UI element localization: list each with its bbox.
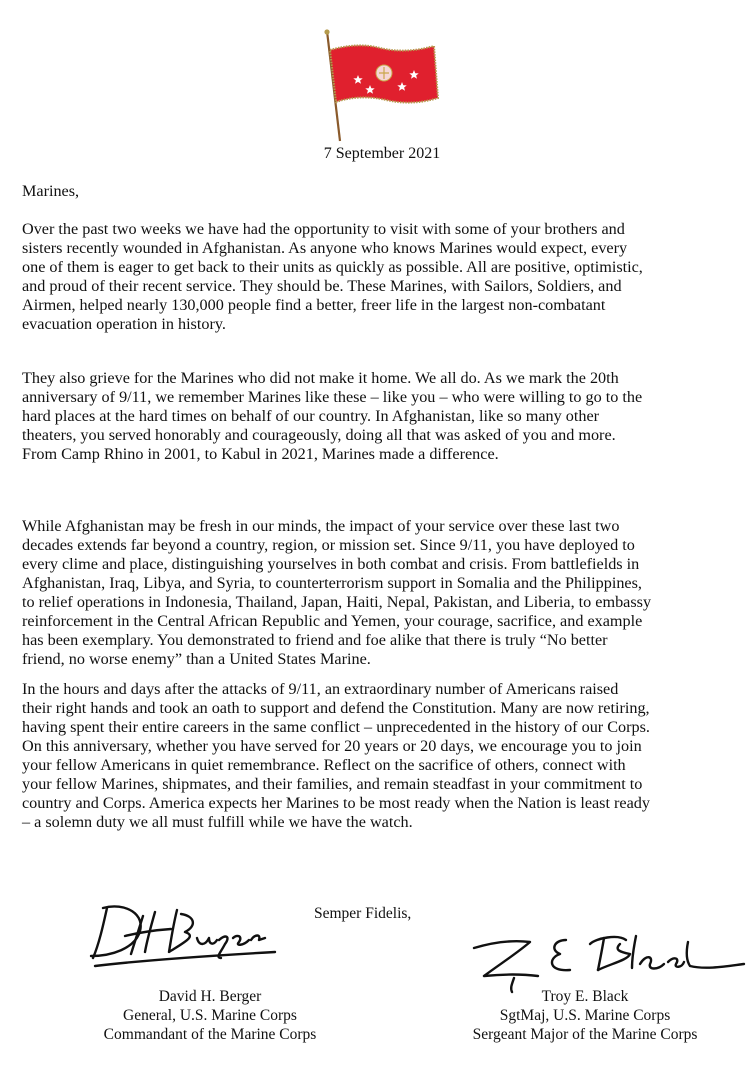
paragraph-line: reinforcement in the Central African Republic and Yemen, your courage, sacrifice, and example	[22, 612, 643, 630]
signer-black	[425, 987, 745, 1044]
paragraph-line: every clime and place, distinguishing yourselves in both combat and crisis. From battlefields in	[22, 555, 640, 573]
paragraph-line: From Camp Rhino in 2001, to Kabul in 2021, Marines made a difference.	[22, 445, 499, 463]
paragraph-line: anniversary of 9/11, we remember Marines like these – like you – who were willing to go to the	[22, 388, 643, 406]
signer-title: Commandant of the Marine Corps	[103, 1026, 317, 1043]
paragraph-line: Afghanistan, Iraq, Libya, and Syria, to counterterrorism support in Somalia and the Philippines,	[22, 574, 642, 592]
paragraph-line: to relief operations in Indonesia, Thailand, Japan, Haiti, Nepal, Pakistan, and Liberia, to embassy	[22, 593, 652, 611]
paragraph-line: While Afghanistan may be fresh in our minds, the impact of your service over these last two	[22, 517, 620, 535]
paragraph-line: Airmen, helped nearly 130,000 people find a better, freer life in the largest non-combatant	[22, 296, 606, 314]
signer-berger	[45, 987, 375, 1044]
paragraph-line: They also grieve for the Marines who did not make it home. We all do. As we mark the 20th	[22, 369, 619, 387]
paragraph-line: has been exemplary. You demonstrated to friend and foe alike that there is truly “No better	[22, 631, 608, 649]
paragraph-line: having spent their entire careers in the same conflict – unprecedented in the history of our Corps.	[22, 718, 650, 736]
signer-rank: General, U.S. Marine Corps	[123, 1007, 297, 1024]
paragraph-line: and proud of their recent service. They should be. These Marines, with Sailors, Soldiers, and	[22, 277, 622, 295]
paragraph-1	[22, 220, 738, 334]
signature-berger-icon	[85, 896, 285, 976]
paragraph-line: their right hands and took an oath to support and defend the Constitution. Many are now retiring,	[22, 699, 650, 717]
paragraph-line: country and Corps. America expects her Marines to be most ready when the Nation is least ready	[22, 794, 650, 812]
commandant-flag-icon	[318, 28, 448, 143]
paragraph-line: friend, no worse enemy” than a United States Marine.	[22, 650, 371, 668]
paragraph-line: evacuation operation in history.	[22, 315, 226, 333]
closing: Semper Fidelis,	[314, 905, 412, 922]
paragraph-line: On this anniversary, whether you have served for 20 years or 20 days, we encourage you to join	[22, 737, 642, 755]
paragraph-line: decades extends far beyond a country, region, or mission set. Since 9/11, you have deployed to	[22, 536, 635, 554]
paragraph-line: hard places at the hard times on behalf of our country. In Afghanistan, like so many other	[22, 407, 600, 425]
paragraph-4	[22, 680, 738, 832]
salutation: Marines,	[22, 182, 80, 200]
paragraph-line: your fellow Marines, shipmates, and their families, and remain steadfast in your commitment to	[22, 775, 643, 793]
signature-black-icon	[470, 924, 748, 994]
paragraph-line: Over the past two weeks we have had the opportunity to visit with some of your brothers and	[22, 220, 625, 238]
paragraph-line: your fellow Americans in quiet remembrance. Reflect on the sacrifice of others, connect with	[22, 756, 626, 774]
letter-date: 7 September 2021	[323, 145, 441, 162]
signer-rank: SgtMaj, U.S. Marine Corps	[499, 1007, 671, 1024]
paragraph-line: sisters recently wounded in Afghanistan. As anyone who knows Marines would expect, every	[22, 239, 628, 257]
signer-title: Sergeant Major of the Marine Corps	[472, 1026, 698, 1043]
paragraph-3	[22, 517, 738, 669]
paragraph-line: – a solemn duty we all must fulfill while we have the watch.	[22, 813, 413, 831]
paragraph-2	[22, 369, 738, 464]
paragraph-line: theaters, you served honorably and courageously, doing all that was asked of you and more.	[22, 426, 616, 444]
paragraph-line: In the hours and days after the attacks of 9/11, an extraordinary number of Americans raised	[22, 680, 619, 698]
signer-name: Troy E. Black	[541, 988, 629, 1005]
signer-name: David H. Berger	[158, 988, 262, 1005]
paragraph-line: one of them is eager to get back to their units as quickly as possible. All are positive, optimistic,	[22, 258, 643, 276]
